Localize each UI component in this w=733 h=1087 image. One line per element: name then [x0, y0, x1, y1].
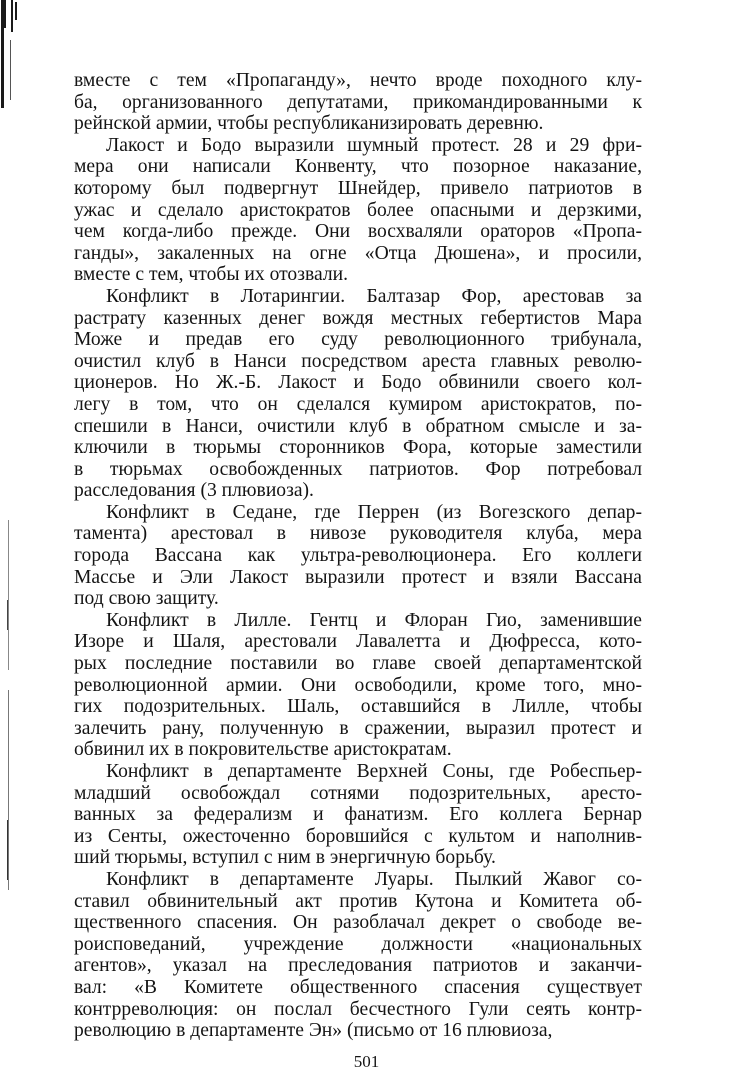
text-line: Конфликт в Лилле. Гентц и Флоран Гио, заменившие: [106, 609, 642, 631]
text-line: Конфликт в Седане, где Перрен (из Вогезского депар-: [106, 501, 642, 523]
text-line: вал: «В Комитете общественного спасения существует: [74, 976, 642, 998]
text-line: революцию в департаменте Эн» (письмо от 16 плювиоза,: [74, 1020, 553, 1042]
text-line: чем когда-либо прежде. Они восхваляли ораторов «Пропа-: [74, 221, 642, 243]
text-line: расследования (3 плювиоза).: [74, 480, 314, 502]
text-line: под свою защиту.: [74, 588, 219, 610]
text-line: ганды», закаленных на огне «Отца Дюшена», и просили,: [74, 242, 642, 264]
text-line: из Сенты, ожесточенно боровшийся с культом и наполнив-: [74, 825, 642, 847]
text-line: Конфликт в департаменте Верхней Соны, где Робеспьер-: [106, 761, 642, 782]
text-line: в тюрьмах освобожденных патриотов. Фор потребовал: [74, 458, 642, 480]
text-line: ключили в тюрьмы сторонников Фора, которые заместили: [74, 437, 642, 459]
text-line: агентов», указал на преследования патриотов и заканчи-: [74, 955, 642, 977]
text-line: Конфликт в департаменте Луары. Пылкий Жавог со-: [106, 868, 642, 890]
text-line: Изоре и Шаля, арестовали Лавалетта и Дюфресса, кото-: [74, 631, 642, 653]
text-line: рых последние поставили во главе своей департаментской: [74, 653, 642, 675]
text-line: легу в том, что он сделался кумиром аристократов, по-: [74, 393, 642, 415]
text-line: ший тюрьмы, вступил с ним в энергичную борьбу.: [74, 847, 496, 869]
text-line: рейнской армии, чтобы республиканизировать деревню.: [74, 113, 544, 135]
text-line: революционной армии. Они освободили, кроме того, мно-: [74, 674, 642, 696]
text-line: роисповеданий, учреждение должности «национальных: [74, 933, 642, 955]
text-line: спешили в Нанси, очистили клуб в обратном смысле и за-: [74, 415, 642, 437]
paragraph: [74, 70, 642, 135]
text-line: которому был подвергнут Шнейдер, привело патриотов в: [74, 177, 642, 199]
text-line: ставил обвинительный акт против Кутона и Комитета об-: [74, 890, 642, 912]
text-line: мера они написали Конвенту, что позорное наказание,: [74, 156, 642, 178]
paragraph: [74, 869, 642, 1042]
text-line: гих подозрительных. Шаль, оставшийся в Лилле, чтобы: [74, 696, 642, 718]
page-number: 501: [353, 1052, 380, 1071]
paragraph: [74, 610, 642, 761]
paragraph: [74, 286, 642, 502]
text-line: младший освобождал сотнями подозрительных, аресто-: [74, 782, 642, 804]
text-line: ционеров. Но Ж.-Б. Лакост и Бодо обвинили своего кол-: [74, 372, 642, 394]
text-line: ужас и сделало аристократов более опасными и дерзкими,: [74, 199, 642, 221]
paragraph: [74, 135, 642, 286]
text-line: Лакост и Бодо выразили шумный протест. 28 и 29 фри-: [106, 134, 642, 156]
text-line: очистил клуб в Нанси посредством ареста главных револю-: [74, 350, 642, 372]
scan-edge-marks: [0, 0, 40, 1087]
text-line: контрреволюция: он послал бесчестного Гули сеять контр-: [74, 998, 642, 1020]
text-line: города Вассана как ультра-революционера. Его коллеги: [74, 545, 642, 567]
text-line: растрату казенных денег вождя местных гебертистов Мара: [74, 307, 642, 329]
paragraph: [74, 502, 642, 610]
text-line: щественного спасения. Он разоблачал декрет о свободе ве-: [74, 912, 642, 934]
text-line: Массье и Эли Лакост выразили протест и взяли Вассана: [74, 566, 642, 588]
text-line: Конфликт в Лотарингии. Балтазар Фор, арестовав за: [106, 285, 642, 307]
paragraph: [74, 761, 642, 869]
text-line: обвинил их в покровительстве аристократам.: [74, 739, 452, 761]
text-line: вместе с тем «Пропаганду», нечто вроде походного клу-: [74, 70, 642, 91]
text-line: залечить рану, полученную в сражении, выразил протест и: [74, 717, 642, 739]
text-line: ба, организованного депутатами, прикомандированными к: [74, 91, 642, 113]
page-body: [74, 70, 642, 1042]
text-line: тамента) арестовал в нивозе руководителя клуба, мера: [74, 523, 642, 545]
text-line: ванных за федерализм и фанатизм. Его коллега Бернар: [74, 804, 642, 826]
text-line: вместе с тем, чтобы их отозвали.: [74, 264, 348, 286]
text-line: Може и предав его суду революционного трибунала,: [74, 329, 642, 351]
